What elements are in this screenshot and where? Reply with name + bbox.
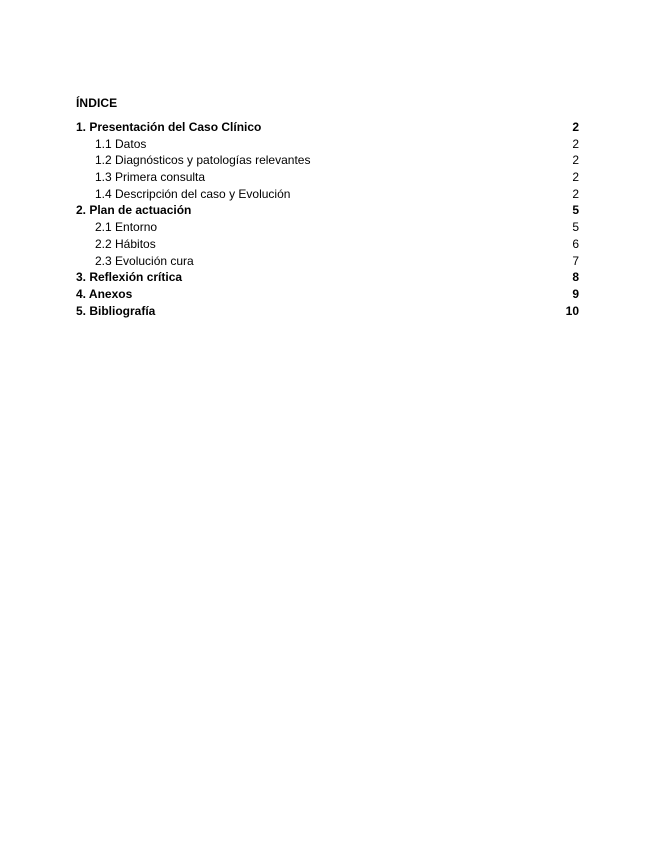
toc-entry-2-1 [76, 219, 579, 236]
toc-entry-title: 4. Anexos [76, 286, 133, 301]
toc-entry-5 [76, 303, 579, 320]
toc-entry-page: 2 [572, 186, 579, 201]
toc-entry-title: 1.4 Descripción del caso y Evolución [95, 186, 291, 201]
toc-entry-title: 2.3 Evolución cura [95, 253, 194, 268]
toc-entry-page: 2 [572, 153, 579, 168]
toc-entry-2 [76, 202, 579, 219]
toc-entry-1-3 [76, 169, 579, 186]
table-of-contents [76, 119, 579, 319]
toc-entry-title: 2.2 Hábitos [95, 236, 156, 251]
toc-entry-4 [76, 286, 579, 303]
toc-entry-1-1 [76, 136, 579, 153]
toc-entry-title: 2.1 Entorno [95, 220, 158, 235]
toc-entry-title: 5. Bibliografía [76, 303, 156, 318]
toc-entry-page: 7 [572, 253, 579, 268]
toc-entry-1 [76, 119, 579, 136]
toc-entry-3 [76, 269, 579, 286]
toc-entry-page: 2 [572, 120, 579, 134]
toc-entry-title: 1. Presentación del Caso Clínico [76, 120, 262, 134]
toc-entry-page: 2 [572, 136, 579, 151]
toc-entry-page: 5 [572, 220, 579, 235]
toc-entry-page: 9 [572, 286, 579, 301]
toc-entry-page: 5 [572, 203, 579, 218]
toc-heading: ÍNDICE [76, 96, 118, 110]
toc-entry-page: 2 [572, 170, 579, 185]
toc-entry-page: 6 [572, 236, 579, 251]
toc-entry-2-3 [76, 253, 579, 270]
toc-entry-1-4 [76, 186, 579, 203]
toc-entry-page: 8 [572, 270, 579, 285]
toc-entry-title: 2. Plan de actuación [76, 203, 192, 218]
toc-entry-page: 10 [565, 303, 579, 318]
toc-entry-title: 1.3 Primera consulta [95, 170, 206, 185]
toc-entry-1-2 [76, 152, 579, 169]
toc-entry-title: 1.1 Datos [95, 136, 147, 151]
toc-entry-title: 3. Reflexión crítica [76, 270, 183, 285]
toc-entry-title: 1.2 Diagnósticos y patologías relevantes [95, 153, 311, 168]
toc-entry-2-2 [76, 236, 579, 253]
